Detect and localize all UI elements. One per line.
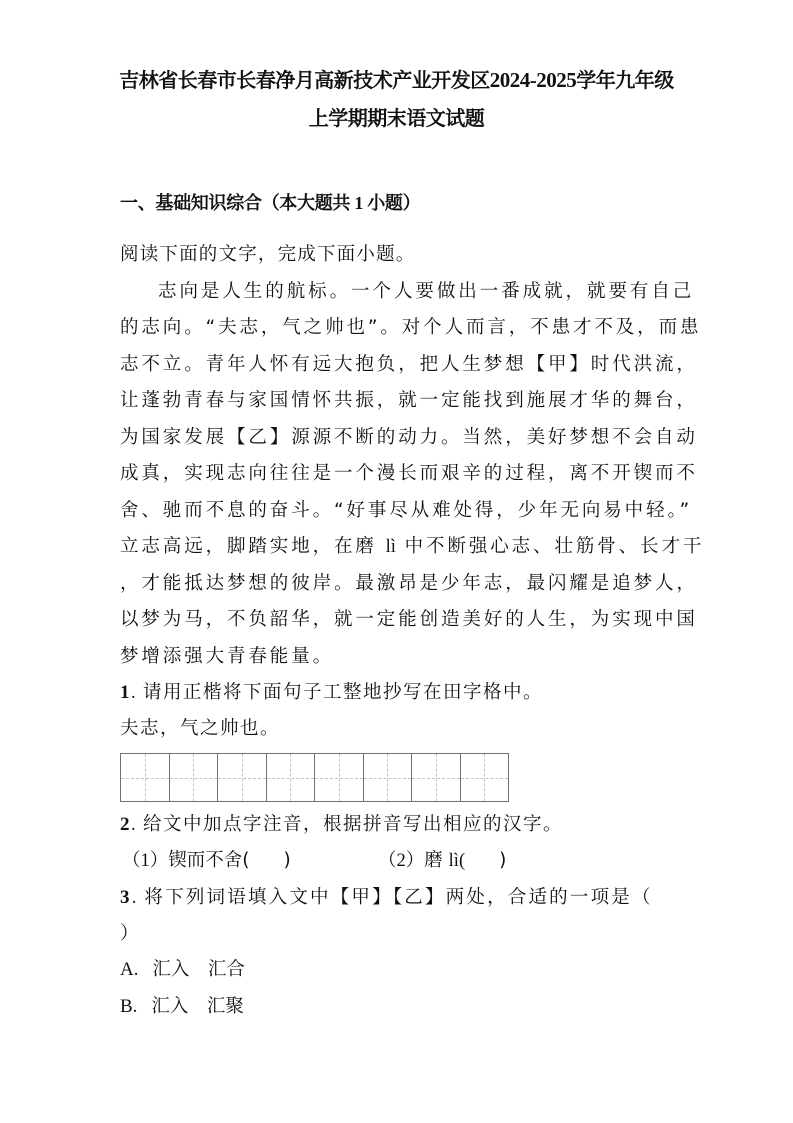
question-2: 2. 给文中加点字注音，根据拼音写出相应的汉字。: [120, 814, 564, 835]
title-suffix: 学年九年级: [576, 68, 674, 92]
question-1-sentence: 夫志，气之帅也。: [120, 718, 281, 739]
question-3-number: 3: [120, 887, 132, 908]
sub-2-pinyin: lì(: [448, 851, 466, 871]
question-2-text: 给文中加点字注音，根据拼音写出相应的汉字。: [143, 814, 564, 835]
sub-2-label: （2）: [378, 851, 425, 871]
question-2-number: 2: [120, 814, 131, 835]
section-question-count: 1: [354, 193, 364, 213]
title-year: 2024-2025: [489, 68, 577, 92]
question-3: 3. 将下列词语填入文中【甲】【乙】两处，合适的一项是（: [120, 887, 653, 908]
sub-2-word: 磨: [424, 850, 443, 871]
question-1: 1. 请用正楷将下面句子工整地抄写在田字格中。: [120, 682, 544, 703]
grid-cell-3[interactable]: [218, 753, 267, 802]
pinyin-li: lì: [385, 537, 396, 557]
sub-1-label: （1）: [122, 851, 169, 871]
question-3-text: 将下列词语填入文中【甲】【乙】两处，合适的一项是（: [144, 887, 653, 908]
document-title-line-2: 上学期期末语文试题: [308, 106, 485, 130]
passage-line-7: 舍、驰而不息的奋斗。“好事尽从难处得，少年无向易中轻。”: [120, 500, 693, 521]
sub-2-close: ): [499, 850, 507, 871]
question-2-sub-2: [378, 849, 506, 873]
passage-line-1: 志向是人生的航标。一个人要做出一番成就，就要有自己: [158, 281, 695, 302]
question-1-number: 1: [120, 682, 131, 703]
option-b-text: 汇入 汇聚: [151, 996, 244, 1017]
passage-line-5: 为国家发展【乙】源源不断的动力。当然，美好梦想不会自动: [120, 427, 698, 448]
passage-line-3: 志不立。青年人怀有远大抱负，把人生梦想【甲】时代洪流，: [120, 354, 698, 375]
grid-cell-1[interactable]: [121, 753, 170, 802]
sub-1-word: 锲而不舍(: [168, 850, 250, 871]
question-2-sub-1: [122, 849, 291, 873]
passage-line-6: 成真，实现志向往往是一个漫长而艰辛的过程，离不开锲而不: [120, 463, 698, 484]
passage-line-11: 梦增添强大青春能量。: [120, 646, 335, 667]
option-a[interactable]: A. 汇入 汇合: [120, 959, 245, 980]
section-heading: [120, 191, 420, 216]
reading-instruction: 阅读下面的文字，完成下面小题。: [120, 244, 416, 265]
passage-line-9: ，才能抵达梦想的彼岸。最激昂是少年志，最闪耀是追梦人，: [120, 573, 698, 594]
grid-cell-7[interactable]: [412, 753, 461, 802]
grid-cell-4[interactable]: [267, 753, 316, 802]
option-b-letter: B: [120, 996, 133, 1017]
grid-cell-2[interactable]: [170, 753, 219, 802]
passage-line-2: 的志向。“夫志，气之帅也”。对个人而言，不患才不及，而患: [120, 317, 702, 338]
grid-cell-8[interactable]: [461, 753, 510, 802]
option-a-letter: A: [120, 959, 134, 980]
option-a-text: 汇入 汇合: [152, 959, 245, 980]
section-heading-suffix: 小题）: [367, 193, 421, 214]
question-1-text: 请用正楷将下面句子工整地抄写在田字格中。: [143, 682, 544, 703]
passage-line-4: 让蓬勃青春与家国情怀共振，就一定能找到施展才华的舞台，: [120, 390, 698, 411]
passage-line-10: 以梦为马，不负韶华，就一定能创造美好的人生，为实现中国: [120, 609, 698, 630]
title-prefix: 吉林省长春市长春净月高新技术产业开发区: [119, 68, 490, 92]
document-title-line-1: [100, 68, 693, 92]
tianzige-grid[interactable]: [120, 753, 509, 802]
grid-cell-6[interactable]: [364, 753, 413, 802]
question-3-text-cont: ）: [120, 923, 139, 944]
sub-1-close: ): [283, 850, 291, 871]
passage-line-8: 立志高远，脚踏实地，在磨 lì 中不断强心志、壮筋骨、长才干: [120, 536, 705, 557]
section-heading-prefix: 一、基础知识综合（本大题共: [120, 193, 351, 214]
grid-cell-5[interactable]: [315, 753, 364, 802]
option-b[interactable]: B. 汇入 汇聚: [120, 996, 244, 1017]
